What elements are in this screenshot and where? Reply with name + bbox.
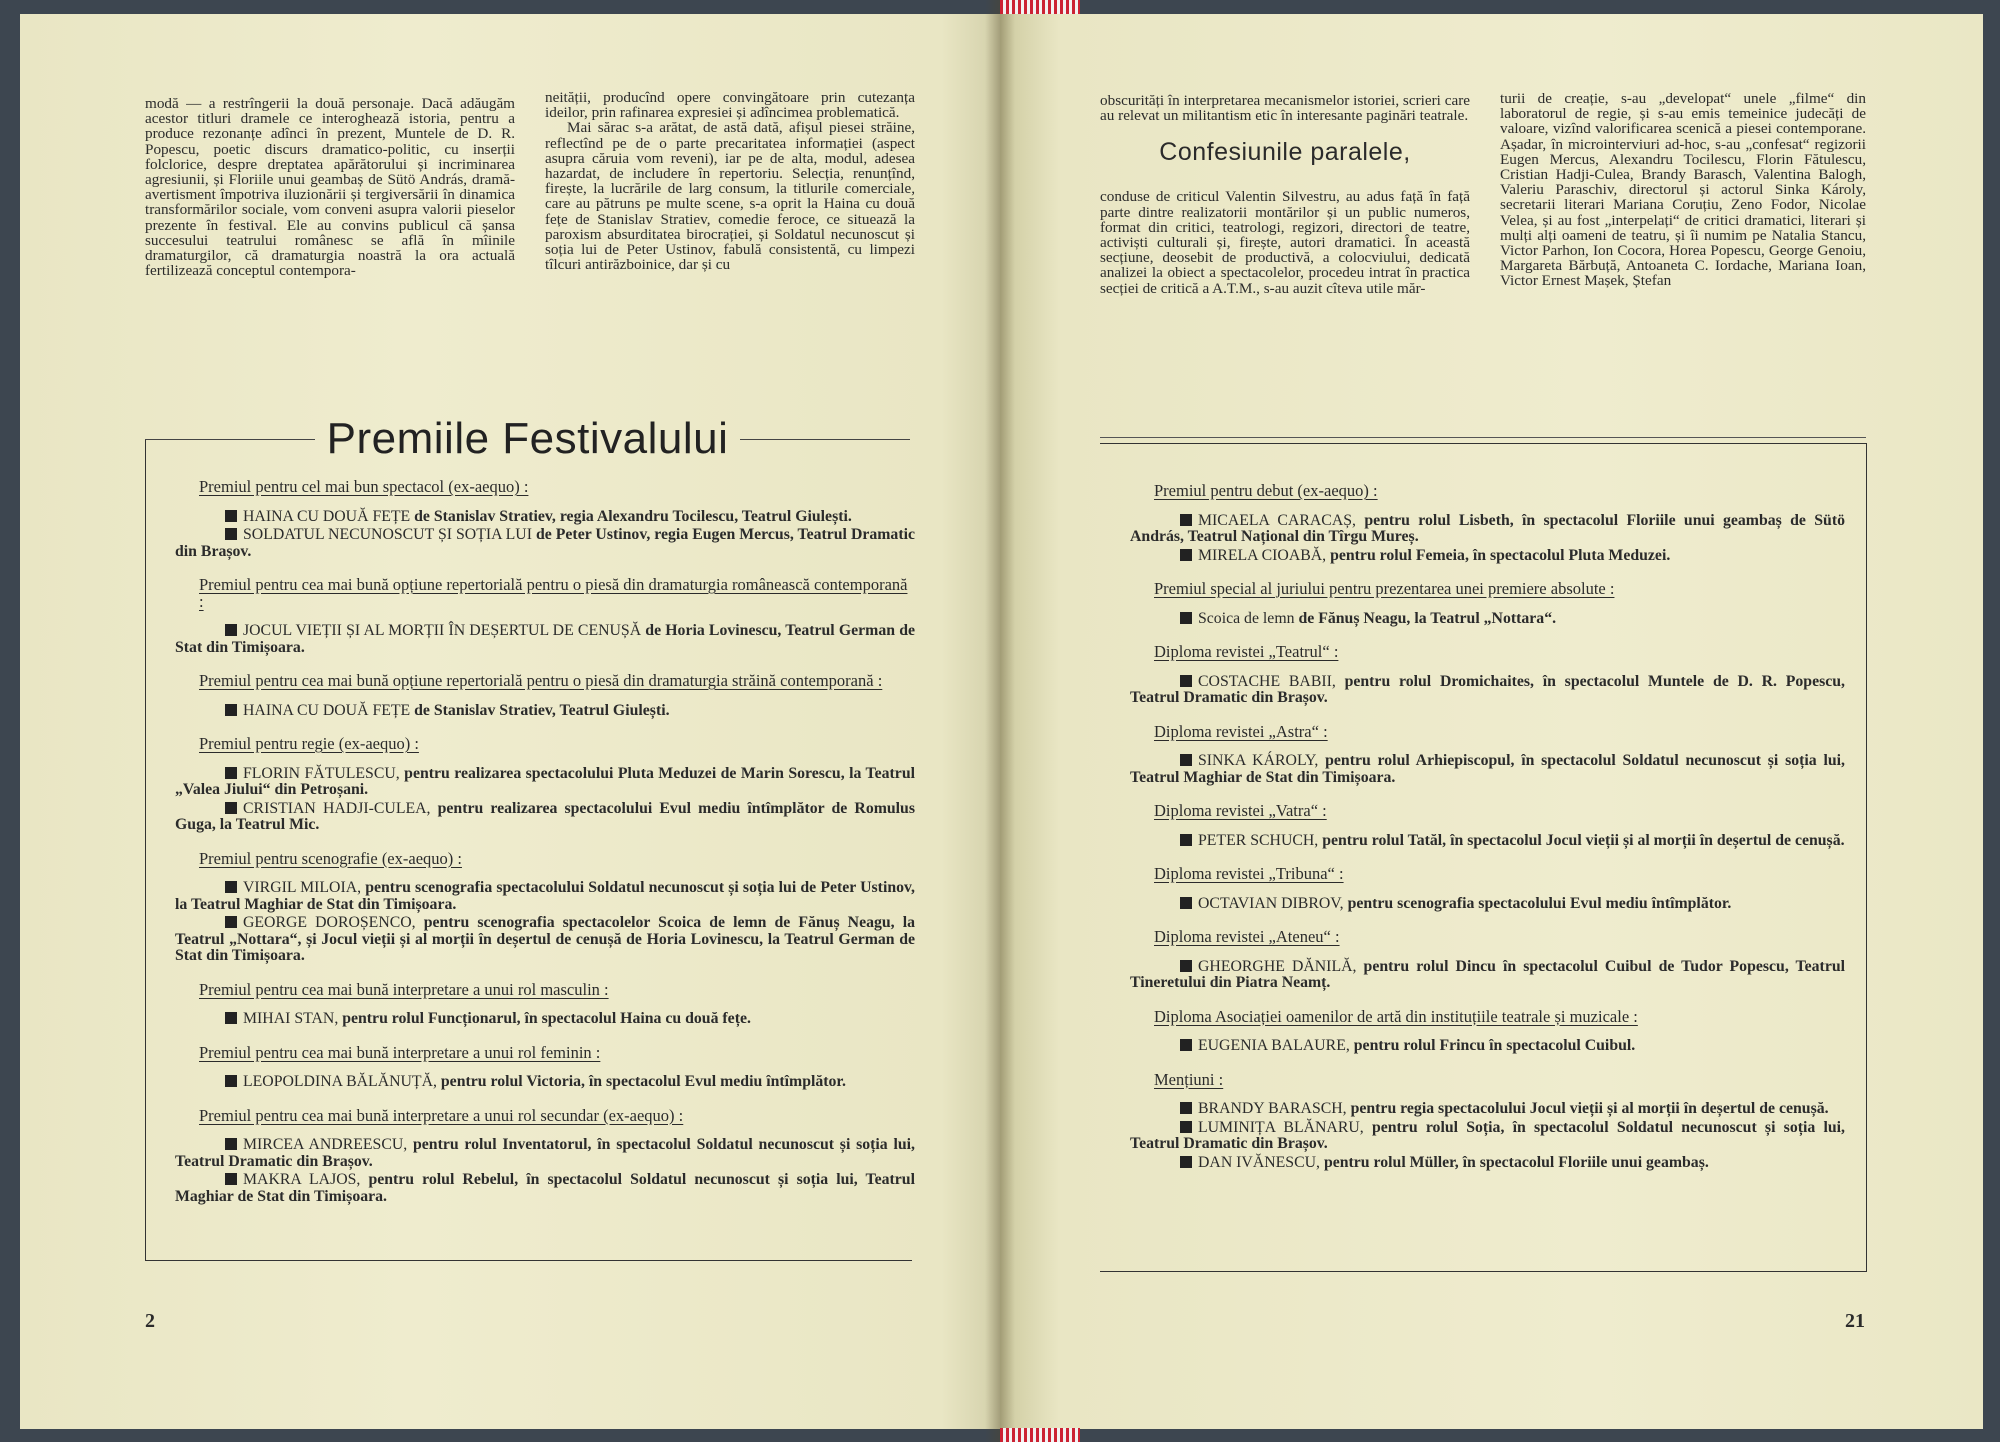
binding-thread-top: [1000, 0, 1080, 14]
prize-entry: [1100, 1101, 1845, 1118]
prize-winner: HAINA CU DOUĂ FEȚE: [243, 507, 415, 525]
article-paragraph: Mai sărac s-a arătat, de astă dată, afișul piesei străine, reflectînd pe de o parte precaritatea informației (aspect asupra căruia vom reveni), iar pe de alta, modul, adesea hazardat, de includere în repertoriu. Selecția, renunțînd, firește, la lucrările de larg consum, la titlurile comerciale, care au pătruns pe multe scene, s-a oprit la Haina cu două fețe de Stanislav Stratiev, comedie feroce, ce situează la paroxism absurditatea birocrației, și Soldatul necunoscut și soția lui de Peter Ustinov, fabulă consistentă, cu limpezi tîlcuri antirăzboinice, dar și cu: [545, 119, 915, 274]
prize-category: Premiul pentru scenografie (ex-aequo) :: [199, 848, 462, 868]
prize-entry: [145, 880, 915, 913]
prize-details: pentru rolul Lisbeth, în spectacolul Floriile unui geambaș de Sütö András, Teatrul Național din Tîrgu Mureș.: [1130, 511, 1845, 545]
prize-category: Diploma revistei „Astra“ :: [1154, 721, 1328, 741]
right-article-column-2: [1500, 91, 1866, 289]
prize-entry: [145, 703, 915, 720]
page-number-left: 2: [145, 1310, 155, 1332]
bullet-square-icon: [1180, 1102, 1192, 1114]
book-spine: [985, 0, 1015, 1442]
prize-winner: PETER SCHUCH,: [1198, 831, 1323, 849]
prize-entry: [145, 509, 915, 526]
bullet-square-icon: [225, 510, 237, 522]
bullet-square-icon: [1180, 1039, 1192, 1051]
prizes-list-left: [145, 462, 915, 1207]
bullet-square-icon: [1180, 612, 1192, 624]
prize-winner: VIRGIL MILOIA,: [243, 879, 366, 896]
prize-category: Premiul pentru cea mai bună interpretare a unui rol masculin :: [199, 979, 609, 999]
bullet-square-icon: [225, 704, 237, 716]
prize-category: Diploma revistei „Vatra“ :: [1154, 801, 1327, 820]
prize-details: de Stanislav Stratiev, regia Alexandru Tocilescu, Teatrul Giulești.: [414, 507, 852, 525]
prize-winner: MICAELA CARACAȘ,: [1198, 511, 1365, 529]
page-title: Premiile Festivalului: [326, 414, 729, 463]
prize-details: pentru rolul Victoria, în spectacolul Evul mediu întîmplător.: [440, 1073, 846, 1090]
right-article-column-1: [1100, 93, 1470, 296]
prize-entry: [145, 1137, 915, 1170]
prize-entry: [145, 527, 915, 560]
prize-winner: COSTACHE BABII,: [1198, 672, 1345, 690]
bullet-square-icon: [225, 528, 237, 540]
prize-details: pentru scenografia spectacolului Evul mediu întîmplător.: [1347, 894, 1732, 912]
prize-entry: [1100, 513, 1845, 546]
prize-details: pentru scenografia spectacolelor Scoica de lemn de Fănuș Neagu, la Teatrul „Nottara“, și Jocul vieții și al morții în deșertul de cenușă de Horia Lovinescu, la Teatrul German de Stat din Timișoara.: [175, 914, 915, 964]
prize-entry: [1100, 1038, 1845, 1055]
prize-winner: MIHAI STAN,: [243, 1010, 343, 1027]
prize-category: Premiul pentru regie (ex-aequo) :: [199, 734, 419, 753]
prize-entry: [1100, 548, 1845, 565]
prize-winner: GHEORGHE DĂNILĂ,: [1198, 957, 1364, 975]
prize-entry: [1100, 674, 1845, 707]
bullet-square-icon: [1180, 897, 1192, 909]
bullet-square-icon: [225, 1173, 237, 1185]
prize-details: pentru rolul Tatăl, în spectacolul Jocul vieții și al morții în deșertul de cenușă.: [1322, 831, 1845, 849]
prize-winner: OCTAVIAN DIBROV,: [1198, 894, 1348, 912]
prize-winner: DAN IVĂNESCU,: [1198, 1153, 1324, 1171]
bullet-square-icon: [225, 916, 237, 928]
prize-category: Premiul pentru cea mai bună interpretare a unui rol secundar (ex-aequo) :: [199, 1105, 684, 1125]
page-number-right: 21: [1845, 1310, 1865, 1332]
prize-category: Premiul pentru cel mai bun spectacol (ex-aequo) :: [199, 477, 529, 496]
prize-category: Premiul special al juriului pentru prezentarea unei premiere absolute :: [1154, 579, 1615, 598]
prize-category: Premiul pentru cea mai bună opțiune repertorială pentru o piesă din dramaturgia străină contemporană :: [199, 671, 883, 690]
bullet-square-icon: [1180, 549, 1192, 561]
prize-details: pentru rolul Soția, în spectacolul Soldatul necunoscut și soția lui, Teatrul Dramatic din Brașov.: [1130, 1118, 1846, 1152]
binding-thread-bottom: [1000, 1428, 1080, 1442]
prize-category: Premiul pentru cea mai bună interpretare a unui rol feminin :: [199, 1042, 601, 1062]
bullet-square-icon: [1180, 960, 1192, 972]
prize-details: pentru realizarea spectacolului Evul mediu întîmplător de Romulus Guga, la Teatrul Mic.: [175, 799, 915, 833]
prize-details: pentru rolul Funcționarul, în spectacolul Haina cu două fețe.: [342, 1010, 751, 1027]
prize-entry: [1100, 753, 1845, 786]
prize-winner: LUMINIȚA BLĂNARU,: [1198, 1118, 1372, 1136]
prize-details: pentru rolul Dincu în spectacolul Cuibul de Tudor Popescu, Teatrul Tineretului din Piatra Neamț.: [1130, 957, 1846, 991]
prize-category: Mențiuni :: [1154, 1069, 1224, 1089]
bullet-square-icon: [225, 1138, 237, 1150]
prize-details: de Stanislav Stratiev, Teatrul Giulești.: [414, 701, 670, 719]
prize-winner: CRISTIAN HADJI-CULEA,: [243, 799, 438, 817]
prize-winner: Scoica de lemn: [1198, 609, 1299, 627]
prize-details: pentru regia spectacolului Jocul vieții și al morții în deșertul de cenușă.: [1350, 1100, 1829, 1117]
prize-entry: [145, 801, 915, 834]
prize-category: Premiul pentru debut (ex-aequo) :: [1154, 481, 1378, 500]
prize-winner: MAKRA LAJOS,: [243, 1171, 369, 1188]
article-paragraph: obscurități în interpretarea mecanismelor istoriei, scrieri care au relevat un militantism etic în interesante paginări teatrale.: [1100, 92, 1470, 125]
prize-winner: FLORIN FĂTULESCU,: [243, 764, 405, 782]
prize-category: Premiul pentru cea mai bună opțiune repertorială pentru o piesă din dramaturgia românească contemporană :: [199, 575, 908, 611]
article-paragraph: neității, producînd opere convingătoare prin cutezanța ideilor, prin rafinarea expresiei și adîncimea problematică.: [545, 89, 915, 122]
prize-entry: [145, 1172, 915, 1205]
prize-category: Diploma revistei „Teatrul“ :: [1154, 642, 1339, 661]
bullet-square-icon: [225, 802, 237, 814]
bullet-square-icon: [1180, 514, 1192, 526]
prize-entry: [1100, 896, 1845, 913]
prize-winner: BRANDY BARASCH,: [1198, 1100, 1351, 1117]
bullet-square-icon: [1180, 1156, 1192, 1168]
bullet-square-icon: [225, 767, 237, 779]
prize-winner: HAINA CU DOUĂ FEȚE: [243, 701, 415, 719]
prize-entry: [145, 1011, 915, 1028]
prize-entry: [145, 623, 915, 656]
bullet-square-icon: [1180, 754, 1192, 766]
prize-details: de Horia Lovinescu, Teatrul German de Stat din Timișoara.: [175, 622, 915, 656]
prize-winner: SOLDATUL NECUNOSCUT ȘI SOȚIA LUI: [243, 526, 536, 543]
prize-details: pentru rolul Inventatorul, în spectacolul Soldatul necunoscut și soția lui, Teatrul Dramatic din Brașov.: [175, 1136, 915, 1170]
prize-entry: [1100, 1155, 1845, 1172]
prize-entry: [145, 766, 915, 799]
prize-details: de Peter Ustinov, regia Eugen Mercus, Teatrul Dramatic din Brașov.: [175, 526, 915, 560]
bullet-square-icon: [225, 881, 237, 893]
prize-winner: JOCUL VIEȚII ȘI AL MORȚII ÎN DEȘERTUL DE CENUȘĂ: [243, 622, 646, 639]
left-article-column-1: [145, 96, 515, 278]
prize-details: pentru rolul Rebelul, în spectacolul Soldatul necunoscut și soția lui, Teatrul Maghiar de Stat din Timișoara.: [175, 1171, 915, 1205]
prize-details: de Fănuș Neagu, la Teatrul „Nottara“.: [1298, 609, 1557, 627]
prize-entry: [1100, 959, 1845, 992]
prize-details: pentru rolul Frincu în spectacolul Cuibul.: [1353, 1037, 1636, 1054]
prize-details: pentru rolul Femeia, în spectacolul Pluta Meduzei.: [1330, 546, 1671, 564]
prize-details: pentru rolul Arhiepiscopul, în spectacolul Soldatul necunoscut și soția lui, Teatrul Maghiar de Stat din Timișoara.: [1130, 752, 1845, 786]
bullet-square-icon: [1180, 675, 1192, 687]
prize-winner: SINKA KÁROLY,: [1198, 752, 1326, 769]
prize-winner: LEOPOLDINA BĂLĂNUȚĂ,: [243, 1073, 441, 1090]
bullet-square-icon: [225, 1075, 237, 1087]
bullet-square-icon: [1180, 834, 1192, 846]
prize-entry: [1100, 833, 1845, 850]
article-paragraph: modă — a restrîngerii la două personaje. Dacă adăugăm acestor titluri dramele ce interoghează istoria, pentru a produce rezonanțe adînci în prezent, Muntele de D. R. Popescu, poetic discurs dramatico-politic, cu inserții folclorice, despre dreptatea apărătorului și incriminarea agresiunii, și Floriile unui geambaș de Sütö András, dramă-avertisment împotriva iluzionării și tergiversării în dinamica transformărilor sociale, vom conveni asupra valorii pieselor prezente în festival. Ele au convins publicul că șansa succesului teatrului românesc se află în mîinile dramaturgilor, că dramaturgia noastră la ora actuală fertilizează conceptul contempora-: [145, 95, 515, 280]
prize-winner: GEORGE DOROȘENCO,: [243, 914, 424, 931]
left-article-column-2: [545, 90, 915, 272]
bullet-square-icon: [225, 624, 237, 636]
prize-details: pentru rolul Müller, în spectacolul Floriile unui geambaș.: [1323, 1153, 1709, 1171]
prizes-list-right: [1100, 466, 1845, 1173]
prize-details: pentru scenografia spectacolului Soldatul necunoscut și soția lui de Peter Ustinov, la Teatrul Maghiar de Stat din Timișoara.: [175, 879, 915, 913]
article-paragraph: conduse de criticul Valentin Silvestru, au adus față în față parte dintre realizatorii montărilor și un public numeros, format din critici, teatrologi, regizori, directori de teatre, activiști culturali și, firește, autori dramatici. În această secțiune, deosebit de productivă, a colocviului, dedicată analizei la obiect a spectacolelor, procedeu intrat în practica secției de critică a A.T.M., s-au auzit cîteva utile măr-: [1100, 188, 1470, 297]
prize-details: pentru rolul Dromichaites, în spectacolul Muntele de D. R. Popescu, Teatrul Dramatic din Brașov.: [1130, 672, 1845, 706]
prize-entry: [1100, 1120, 1845, 1153]
prize-winner: MIRELA CIOABĂ,: [1198, 546, 1331, 564]
prize-details: pentru realizarea spectacolului Pluta Meduzei de Marin Sorescu, la Teatrul „Valea Jiului“ din Petroșani.: [175, 764, 915, 798]
prize-entry: [145, 915, 915, 965]
prize-winner: MIRCEA ANDREESCU,: [243, 1136, 413, 1153]
prizes-box-right-top-rule: [1100, 437, 1866, 438]
prize-category: Diploma revistei „Ateneu“ :: [1154, 927, 1340, 946]
section-subheading: Confesiunile paralele,: [1159, 138, 1411, 167]
bullet-square-icon: [1180, 1121, 1192, 1133]
prize-entry: [145, 1074, 915, 1091]
prize-entry: [1100, 611, 1845, 628]
prize-category: Diploma revistei „Tribuna“ :: [1154, 864, 1344, 883]
bullet-square-icon: [225, 1012, 237, 1024]
article-paragraph: turii de creație, s-au „developat“ unele „filme“ din laboratorul de regie, și s-au emis temeinice judecăți de valoare, vizînd valorificarea scenică a piesei contemporane. Așadar, în microinterviuri ad-hoc, s-au „confesat“ regizorii Eugen Mercus, Alexandru Tocilescu, Florin Fătulescu, Cristian Hadji-Culea, Brandy Barasch, Valentina Balogh, Valeriu Paraschiv, directorul și actorul Sinka Károly, secretarii literari Mariana Coruțiu, Zeno Fodor, Nicolae Velea, și au fost „interpelați“ de critici dramatici, literari și mulți alți oameni de teatru, și îi numim pe Natalia Stancu, Victor Parhon, Ion Cocora, Horea Popescu, George Genoiu, Margareta Bărbuță, Antoaneta C. Iordache, Mariana Ioan, Victor Ernest Mașek, Ștefan: [1500, 90, 1866, 290]
prize-category: Diploma Asociației oamenilor de artă din instituțiile teatrale și muzicale :: [1154, 1006, 1638, 1026]
prize-winner: EUGENIA BALAURE,: [1198, 1037, 1354, 1054]
